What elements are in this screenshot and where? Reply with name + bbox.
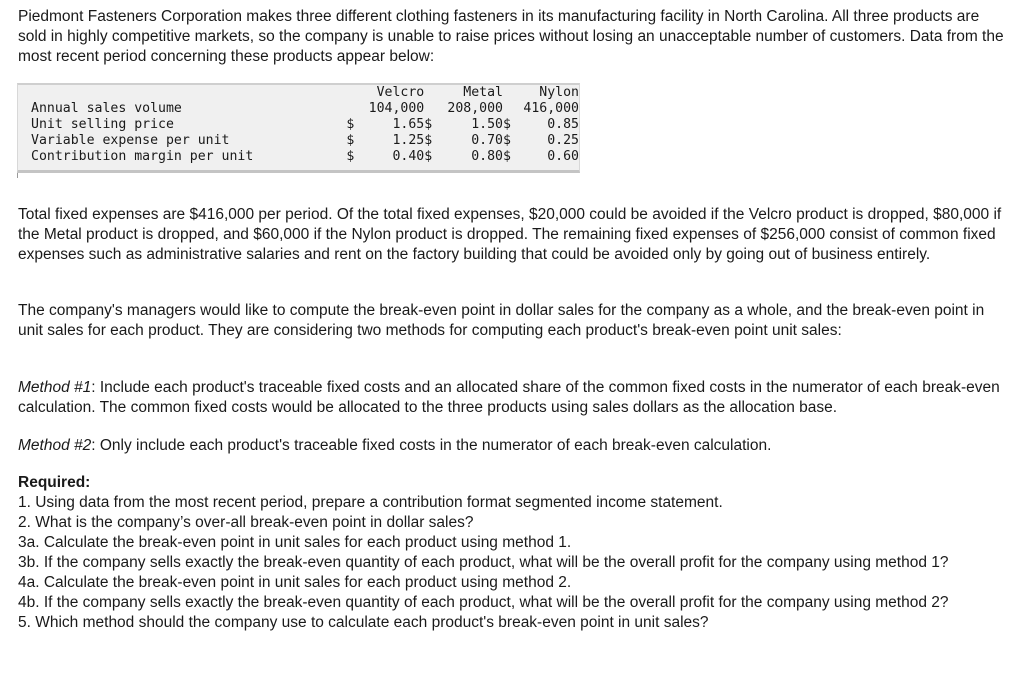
cell-value: 0.40 bbox=[392, 149, 425, 164]
method2-text: : Only include each product's traceable fixed costs in the numerator of each break-even calculation. bbox=[91, 437, 772, 454]
cell-value: 416,000 bbox=[523, 101, 579, 116]
col-header-velcro: Velcro bbox=[376, 85, 425, 100]
method2-paragraph bbox=[18, 436, 1010, 456]
required-item-3b: 3b. If the company sells exactly the break-even quantity of each product, what will be the overall profit for the company using method 1? bbox=[18, 554, 949, 571]
method1-text: : Include each product's traceable fixed costs and an allocated share of the common fixed costs in the numerator of each break-even calculation. The common fixed costs would be allocated to the three products using sales dollars as the allocation base. bbox=[18, 379, 1000, 416]
row-label: Unit selling price bbox=[31, 117, 174, 132]
row-label: Annual sales volume bbox=[31, 101, 182, 116]
required-item-5: 5. Which method should the company use to calculate each product's break-even point in unit sales? bbox=[18, 614, 709, 631]
cell-value: 1.50 bbox=[471, 117, 503, 132]
required-item-3a: 3a. Calculate the break-even point in unit sales for each product using method 1. bbox=[18, 534, 572, 551]
table-resize-handle bbox=[17, 173, 18, 178]
product-data-table bbox=[17, 83, 580, 173]
required-section bbox=[18, 473, 1010, 633]
table-row bbox=[31, 101, 579, 117]
table-header-row bbox=[31, 85, 579, 101]
cell-value: 0.80 bbox=[471, 149, 503, 164]
row-label: Variable expense per unit bbox=[31, 133, 230, 148]
col-header-metal: Metal bbox=[463, 85, 503, 100]
required-item-4b: 4b. If the company sells exactly the break-even quantity of each product, what will be the overall profit for the company using method 2? bbox=[18, 594, 949, 611]
cell-value: 0.60 bbox=[547, 149, 579, 164]
methods-intro-paragraph: The company's managers would like to compute the break-even point in dollar sales for the company as a whole, and the break-even point in unit sales for each product. They are considering two methods for computing each product's break-even point unit sales: bbox=[18, 302, 985, 339]
fixed-costs-paragraph: Total fixed expenses are $416,000 per period. Of the total fixed expenses, $20,000 could be avoided if the Velcro product is dropped, $80,000 if the Metal product is dropped, and $60,000 if the Nylon product is dropped. The remaining fixed expenses of $256,000 consist of common fixed expenses such as administrative salaries and rent on the factory building that could be avoided only by going out of business entirely. bbox=[18, 206, 1002, 263]
cell-value: 1.65 bbox=[392, 117, 425, 132]
required-item-4a: 4a. Calculate the break-even point in unit sales for each product using method 2. bbox=[18, 574, 572, 591]
cell-value: 104,000 bbox=[368, 101, 425, 116]
method1-paragraph bbox=[18, 378, 1010, 418]
cell-value: 0.25 bbox=[547, 133, 579, 148]
table-row: Variable expense per unit $ 1.25 $ 0.70 $ 0.25 bbox=[31, 133, 579, 148]
cell-value: 0.70 bbox=[471, 133, 503, 148]
intro-paragraph: Piedmont Fasteners Corporation makes three different clothing fasteners in its manufacturing facility in North Carolina. All three products are sold in highly competitive markets, so the company is unable to raise prices without losing an unacceptable number of customers. Data from the most recent period concerning these products appear below: bbox=[18, 8, 1004, 65]
col-header-nylon: Nylon bbox=[539, 85, 579, 100]
method2-label: Method #2 bbox=[18, 437, 92, 454]
cell-value: 0.85 bbox=[547, 117, 579, 132]
table-row: Contribution margin per unit $ 0.40 $ 0.80 $ 0.60 bbox=[31, 149, 579, 164]
cell-value: 208,000 bbox=[447, 101, 503, 116]
cell-value: 1.25 bbox=[392, 133, 425, 148]
required-item-2: 2. What is the company’s over-all break-even point in dollar sales? bbox=[18, 514, 474, 531]
required-title: Required: bbox=[18, 474, 91, 491]
row-label: Contribution margin per unit bbox=[31, 149, 254, 164]
table-row: Unit selling price $ 1.65 $ 1.50 $ 0.85 bbox=[31, 117, 579, 132]
method1-label: Method #1 bbox=[18, 379, 92, 396]
financial-table bbox=[31, 85, 579, 165]
required-item-1: 1. Using data from the most recent period, prepare a contribution format segmented income statement. bbox=[18, 494, 723, 511]
